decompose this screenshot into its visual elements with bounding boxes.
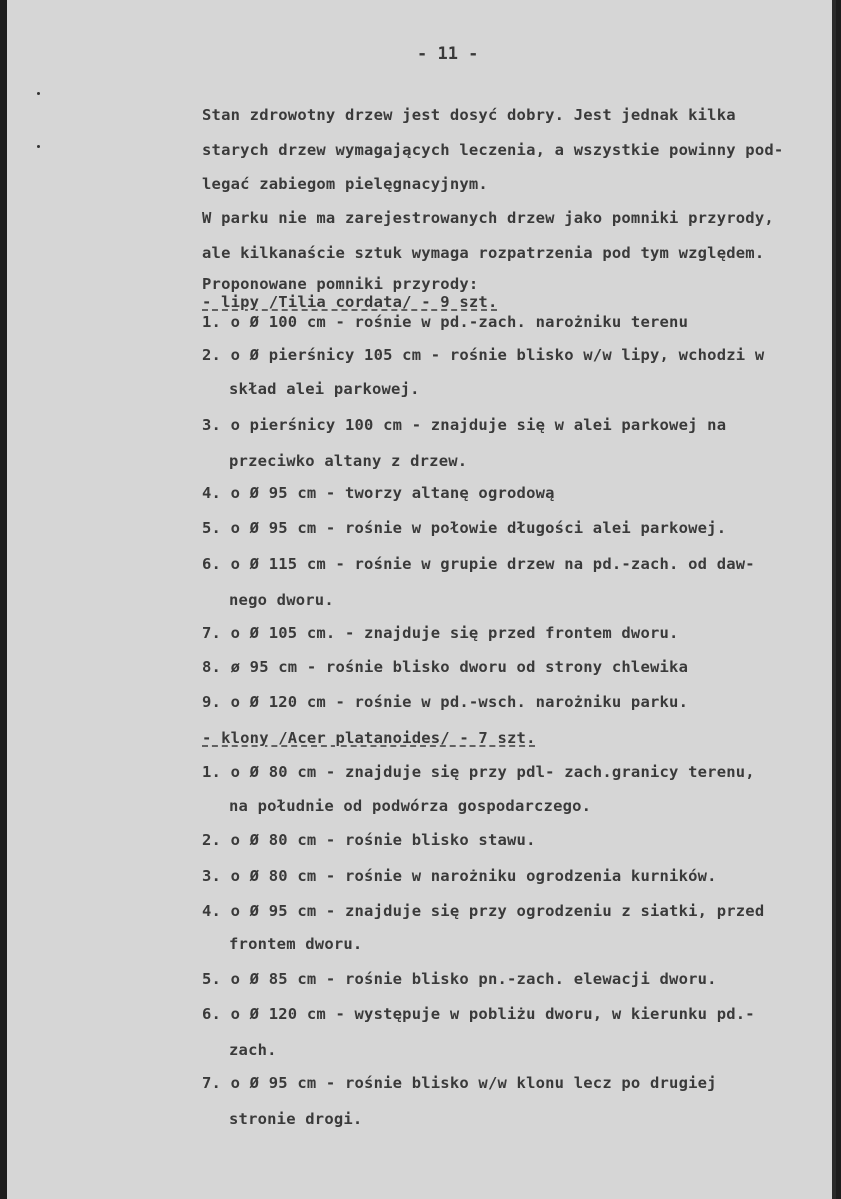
text-line: W parku nie ma zarejestrowanych drzew jako pomniki przyrody, bbox=[202, 209, 774, 227]
document-page bbox=[7, 0, 836, 1199]
klony-item: na południe od podwórza gospodarczego. bbox=[229, 797, 592, 815]
lipy-item: 1. o Ø 100 cm - rośnie w pd.-zach. narożniku terenu bbox=[202, 313, 689, 331]
klony-item: 4. o Ø 95 cm - znajduje się przy ogrodzeniu z siatki, przed bbox=[202, 902, 765, 920]
lipy-item: 7. o Ø 105 cm. - znajduje się przed frontem dworu. bbox=[202, 624, 679, 642]
lipy-item: 3. o pierśnicy 100 cm - znajduje się w alei parkowej na bbox=[202, 416, 727, 434]
klony-item: 3. o Ø 80 cm - rośnie w narożniku ogrodzenia kurników. bbox=[202, 867, 717, 885]
lipy-item: 2. o Ø pierśnicy 105 cm - rośnie blisko w/w lipy, wchodzi w bbox=[202, 346, 765, 364]
klony-item: 1. o Ø 80 cm - znajduje się przy pdl- zach.granicy terenu, bbox=[202, 763, 755, 781]
text-line: ale kilkanaście sztuk wymaga rozpatrzenia pod tym względem. bbox=[202, 244, 765, 262]
klony-item: stronie drogi. bbox=[229, 1110, 363, 1128]
klony-item: 6. o Ø 120 cm - występuje w pobliżu dworu, w kierunku pd.- bbox=[202, 1005, 755, 1023]
lipy-heading: - lipy /Tilia cordata/ - 9 szt. bbox=[202, 293, 498, 311]
lipy-item: 8. ø 95 cm - rośnie blisko dworu od strony chlewika bbox=[202, 658, 689, 676]
page-number: - 11 - bbox=[417, 44, 479, 64]
lipy-item: 9. o Ø 120 cm - rośnie w pd.-wsch. narożniku parku. bbox=[202, 693, 689, 711]
text-line: Stan zdrowotny drzew jest dosyć dobry. Jest jednak kilka bbox=[202, 106, 736, 124]
klony-item: frontem dworu. bbox=[229, 935, 363, 953]
text-line: starych drzew wymagających leczenia, a wszystkie powinny pod- bbox=[202, 141, 784, 159]
klony-item: 5. o Ø 85 cm - rośnie blisko pn.-zach. elewacji dworu. bbox=[202, 970, 717, 988]
lipy-item: przeciwko altany z drzew. bbox=[229, 452, 468, 470]
scan-speck bbox=[37, 145, 40, 148]
lipy-item: 5. o Ø 95 cm - rośnie w połowie długości alei parkowej. bbox=[202, 519, 727, 537]
text-line: legać zabiegom pielęgnacyjnym. bbox=[202, 175, 488, 193]
klony-heading: - klony /Acer platanoides/ - 7 szt. bbox=[202, 729, 536, 747]
lipy-item: nego dworu. bbox=[229, 591, 334, 609]
klony-item: zach. bbox=[229, 1041, 277, 1059]
klony-item: 2. o Ø 80 cm - rośnie blisko stawu. bbox=[202, 831, 536, 849]
lipy-item: skład alei parkowej. bbox=[229, 380, 420, 398]
lipy-item: 6. o Ø 115 cm - rośnie w grupie drzew na pd.-zach. od daw- bbox=[202, 555, 755, 573]
lipy-item: 4. o Ø 95 cm - tworzy altanę ogrodową bbox=[202, 484, 555, 502]
section-intro: Proponowane pomniki przyrody: bbox=[202, 275, 479, 293]
klony-item: 7. o Ø 95 cm - rośnie blisko w/w klonu lecz po drugiej bbox=[202, 1074, 717, 1092]
scan-speck bbox=[37, 92, 40, 95]
